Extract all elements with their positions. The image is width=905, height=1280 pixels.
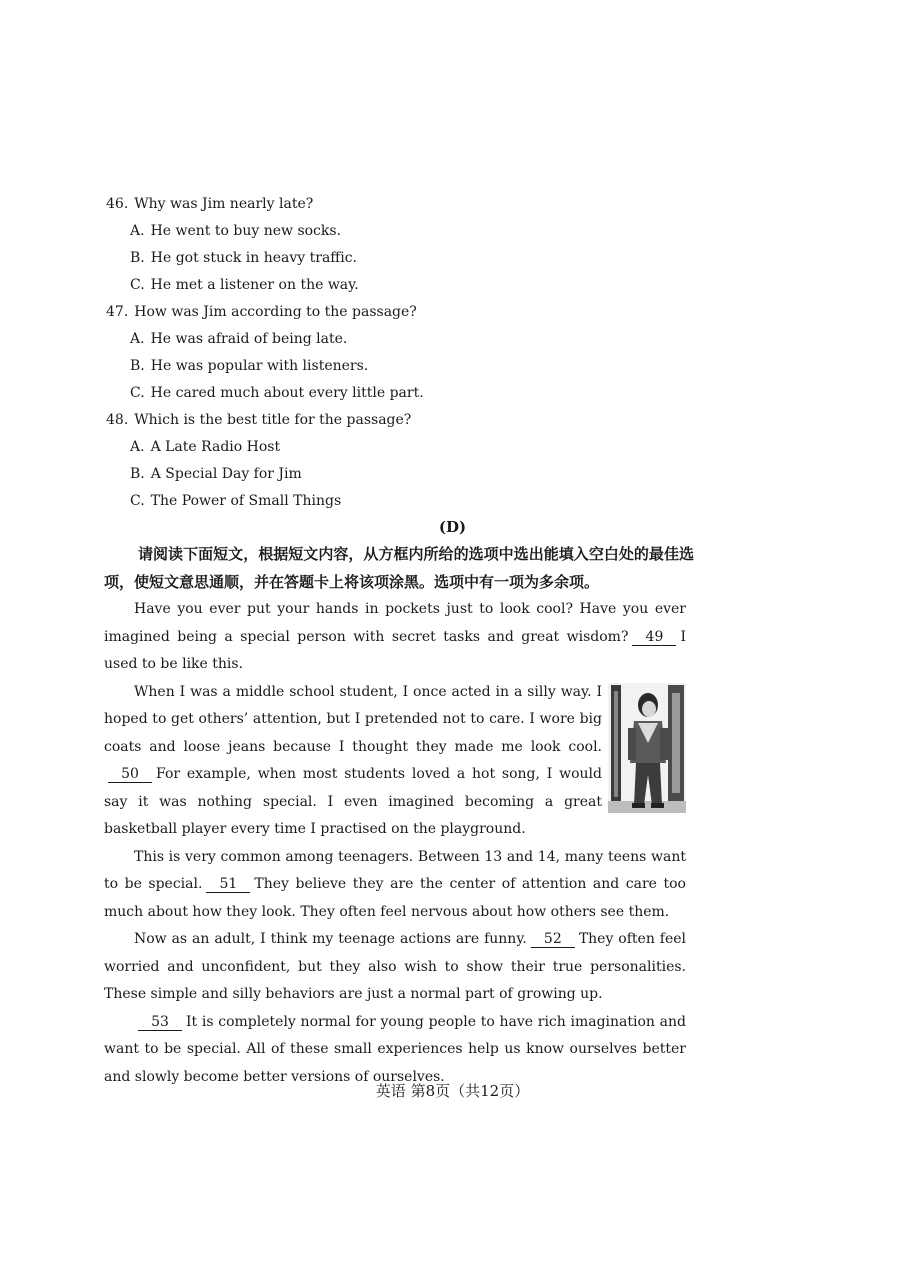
question-text: Which is the best title for the passage? — [134, 412, 412, 428]
paragraph-text: They often feel worried and unconfident, but they also wish to show their true personalities. These simple and silly behaviors are just a normal part of growing up. — [104, 931, 686, 1002]
option-text: He cared much about every little part. — [150, 385, 424, 401]
question-stem — [106, 191, 706, 218]
question-text: How was Jim according to the passage? — [134, 304, 417, 320]
option-text: A Special Day for Jim — [150, 466, 302, 482]
option-a — [106, 434, 706, 461]
question-47 — [106, 299, 706, 407]
blank-49: 49 — [632, 629, 676, 646]
passage-paragraph — [104, 679, 686, 844]
passage-paragraph — [104, 844, 686, 927]
paragraph-text: They believe they are the center of attention and care too much about how they look. They often feel nervous about how others see them. — [104, 876, 686, 920]
option-letter: B. — [130, 358, 145, 374]
question-stem — [106, 407, 706, 434]
blank-51: 51 — [206, 876, 250, 893]
section-label: (D) — [438, 518, 467, 536]
paragraph-text: This is very common among teenagers. Between 13 and 14, many teens want to be special. — [104, 848, 686, 892]
option-b — [106, 461, 706, 488]
option-text: He got stuck in heavy traffic. — [150, 250, 358, 266]
option-text: The Power of Small Things — [150, 493, 342, 509]
option-letter: C. — [130, 277, 145, 293]
paragraph-text: It is completely normal for young people to have rich imagination and want to be special. All of these small experiences help us know ourselves better and slowly become better versions of ourselves. — [104, 1013, 686, 1085]
option-b — [106, 353, 706, 380]
blank-53: 53 — [138, 1014, 182, 1031]
blank-50: 50 — [108, 766, 152, 783]
passage-paragraph — [104, 926, 686, 1009]
paragraph-text: Now as an adult, I think my teenage actions are funny. — [134, 931, 527, 947]
question-stem — [106, 299, 706, 326]
paragraph-text: For example, when most students loved a hot song, I would say it was nothing special. I even imagined becoming a great basketball player every time I practised on the playground. — [104, 766, 602, 837]
option-letter: B. — [130, 466, 145, 482]
option-a — [106, 326, 706, 353]
question-48 — [106, 407, 706, 515]
question-number: 46. — [106, 196, 129, 212]
option-c — [106, 488, 706, 515]
question-text: Why was Jim nearly late? — [134, 196, 314, 212]
option-letter: C. — [130, 493, 145, 509]
option-a — [106, 218, 706, 245]
page-footer: 英语 第8页（共12页） — [375, 1082, 530, 1100]
option-text: He was popular with listeners. — [150, 358, 369, 374]
option-text: He was afraid of being late. — [150, 331, 348, 347]
passage-paragraph — [104, 596, 686, 679]
teen-boy-illustration-icon — [608, 683, 686, 813]
blank-52: 52 — [531, 931, 575, 948]
option-letter: B. — [130, 250, 145, 266]
option-letter: A. — [130, 223, 145, 239]
paragraph-text: Have you ever put your hands in pockets just to look cool? Have you ever imagined being a special person with secret tasks and great wisdom? — [104, 601, 686, 645]
question-46 — [106, 191, 706, 299]
option-c — [106, 380, 706, 407]
option-text: He went to buy new socks. — [150, 223, 342, 239]
option-b — [106, 245, 706, 272]
question-list — [106, 191, 706, 515]
option-letter: C. — [130, 385, 145, 401]
question-number: 47. — [106, 304, 129, 320]
paragraph-text: I used to be like this. — [104, 628, 686, 672]
reading-passage — [104, 596, 686, 1091]
question-number: 48. — [106, 412, 129, 428]
option-text: He met a listener on the way. — [150, 277, 359, 293]
option-c — [106, 272, 706, 299]
instruction-text: 请阅读下面短文，根据短文内容，从方框内所给的选项中选出能填入空白处的最佳选项，使短文意思通顺，并在答题卡上将该项涂黑。选项中有一项为多余项。 — [104, 545, 694, 591]
passage-paragraph — [104, 1009, 686, 1092]
option-letter: A. — [130, 331, 145, 347]
option-text: A Late Radio Host — [150, 439, 281, 455]
option-letter: A. — [130, 439, 145, 455]
paragraph-text: When I was a middle school student, I once acted in a silly way. I hoped to get others’ attention, but I pretended not to care. I wore big coats and loose jeans because I thought they made me look cool. — [104, 683, 602, 755]
